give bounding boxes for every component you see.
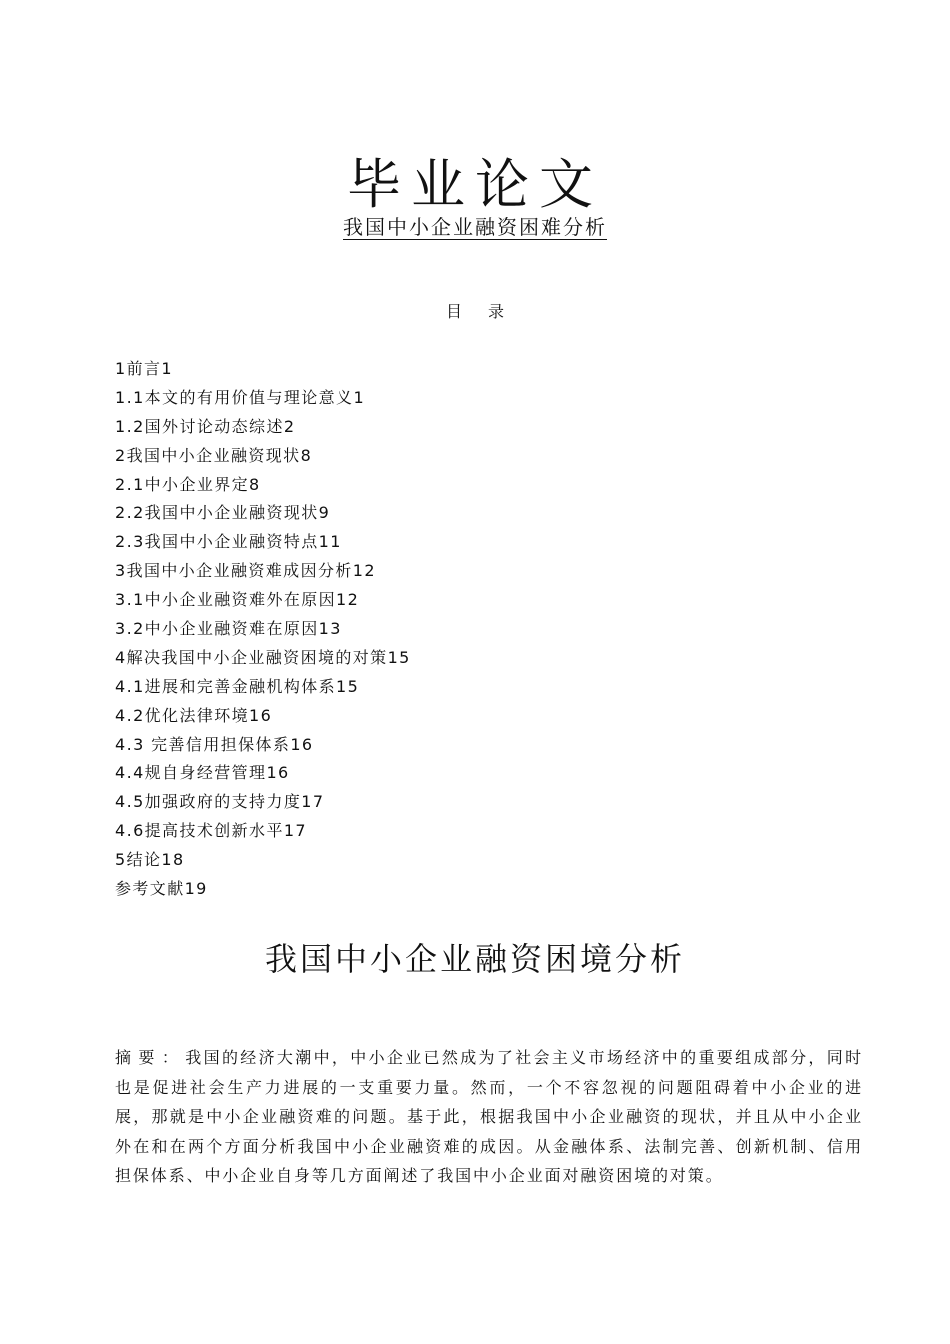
- toc-item: 3.1中小企业融资难外在原因12: [115, 590, 360, 610]
- toc-item: 2我国中小企业融资现状8: [115, 445, 313, 465]
- abstract-label: 摘要：: [115, 1048, 186, 1067]
- toc-heading: [0, 300, 950, 324]
- toc-item: 4.4规自身经营管理16: [115, 763, 290, 783]
- toc-item: 4.3 完善信用担保体系16: [115, 734, 314, 754]
- toc-item: 4.5加强政府的支持力度17: [115, 792, 325, 812]
- table-of-contents: [115, 355, 835, 904]
- toc-item: 4.6提高技术创新水平17: [115, 821, 308, 841]
- toc-item: 2.1中小企业界定8: [115, 474, 261, 494]
- toc-item: 3.2中小企业融资难在原因13: [115, 619, 342, 639]
- article-title: 我国中小企业融资困境分析: [264, 940, 685, 978]
- thesis-subtitle: [0, 211, 950, 243]
- toc-item: 3我国中小企业融资难成因分析12: [115, 561, 376, 581]
- toc-item: 5结论18: [115, 850, 185, 870]
- toc-item: 1.2国外讨论动态综述2: [115, 416, 296, 436]
- thesis-main-title: 毕业论文: [347, 153, 603, 216]
- toc-item: 1.1本文的有用价值与理论意义1: [115, 387, 366, 407]
- toc-heading-text: 目录: [445, 302, 530, 321]
- thesis-subtitle-text: 我国中小企业融资困难分析: [343, 215, 607, 239]
- abstract-text: 我国的经济大潮中，中小企业已然成为了社会主义市场经济中的重要组成部分，同时也是促进社会生产力进展的一支重要力量。然而，一个不容忽视的问题阻碍着中小企业的进展，那就是中小企业融资难的问题。基于此，根据我国中小企业融资的现状，并且从中小企业外在和在两个方面分析我国中小企业融资难的成因。从金融体系、法制完善、创新机制、信用担保体系、中小企业自身等几方面阐述了我国中小企业面对融资困境的对策。: [115, 1048, 863, 1185]
- abstract-paragraph: [115, 1043, 863, 1191]
- toc-item: 4.1进展和完善金融机构体系15: [115, 676, 360, 696]
- toc-item: 1前言1: [115, 359, 173, 378]
- toc-item: 4解决我国中小企业融资困境的对策15: [115, 647, 411, 667]
- toc-item: 参考文献19: [115, 879, 208, 899]
- toc-item: 2.3我国中小企业融资特点11: [115, 532, 342, 552]
- toc-item: 2.2我国中小企业融资现状9: [115, 503, 331, 523]
- toc-item: 4.2优化法律环境16: [115, 705, 273, 725]
